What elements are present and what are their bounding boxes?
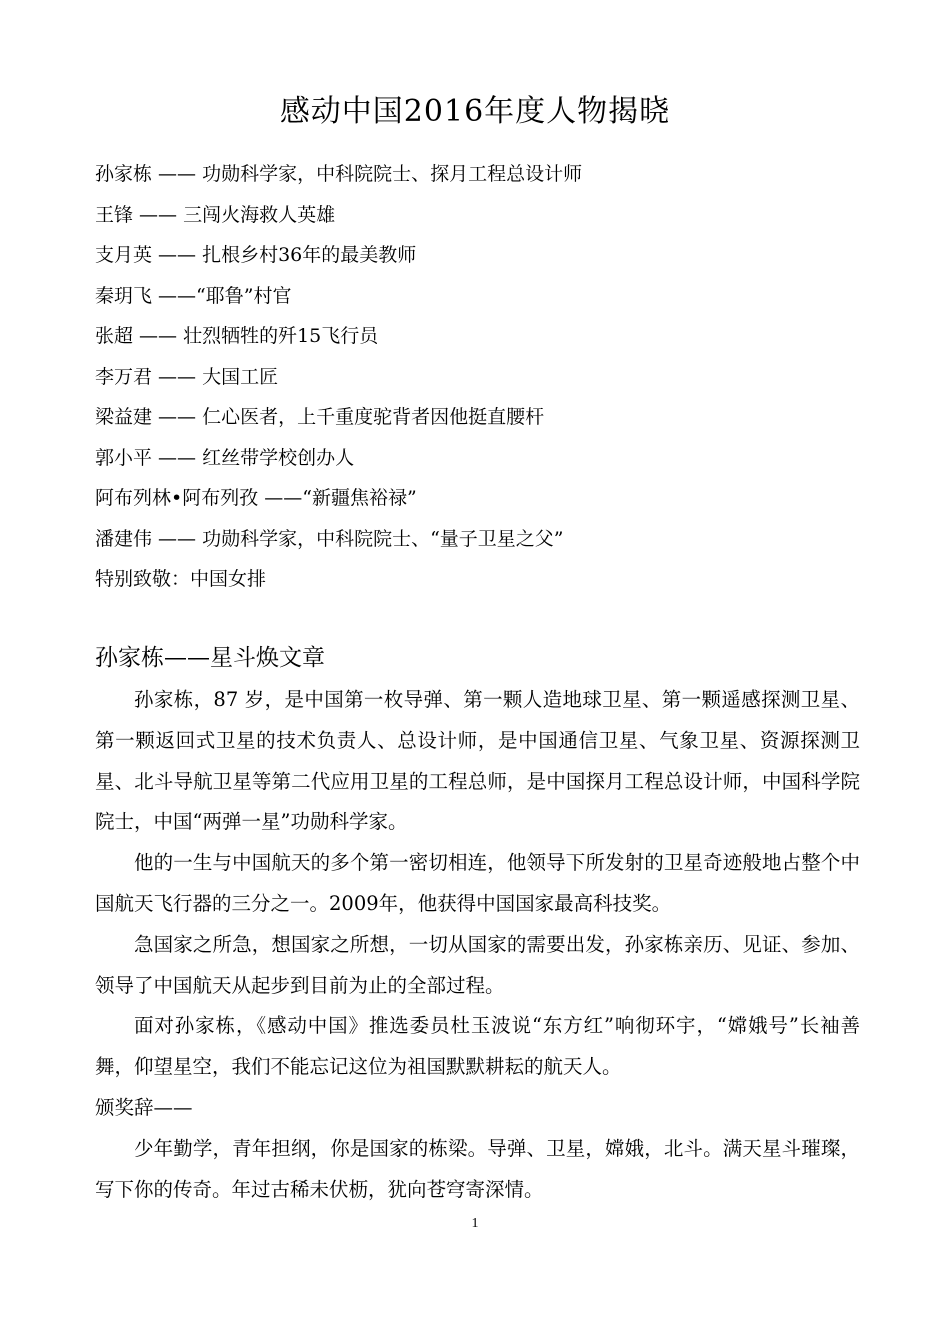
awardee-item: 郭小平 —— 红丝带学校创办人 (95, 446, 355, 469)
page-number: 1 (471, 1216, 479, 1231)
awardee-item: 孙家栋 —— 功勋科学家，中科院院士、探月工程总设计师 (95, 163, 583, 185)
awardee-item: 王锋 —— 三闯火海救人英雄 (95, 203, 336, 226)
awardee-list (95, 156, 875, 602)
body-paragraph: 面对孙家栋，《感动中国》推选委员杜玉波说“东方红”响彻环宇，“嫦娥号”长袖善舞，仰望星空，我们不能忘记这位为祖国默默耕耘的航天人。 (95, 1014, 860, 1079)
section-heading: 孙家栋——星斗焕文章 (95, 645, 325, 671)
awardee-item: 梁益建 —— 仁心医者，上千重度驼背者因他挺直腰杆 (95, 406, 545, 428)
body-paragraph: 孙家栋，87 岁，是中国第一枚导弹、第一颗人造地球卫星、第一颗遥感探测卫星、第一颗返回式卫星的技术负责人、总设计师，是中国通信卫星、气象卫星、资源探测卫星、北斗导航卫星等第二代应用卫星的工程总师，是中国探月工程总设计师，中国科学院院士，中国“两弹一星”功勋科学家。 (95, 688, 860, 834)
body-paragraph: 急国家之所急，想国家之所想，一切从国家的需要出发，孙家栋亲历、见证、参加、领导了中国航天从起步到目前为止的全部过程。 (95, 932, 860, 997)
page-title: 感动中国2016年度人物揭晓 (279, 94, 671, 129)
citation-text: 少年勤学，青年担纲，你是国家的栋梁。导弹、卫星，嫦娥，北斗。满天星斗璀璨，写下你的传奇。年过古稀未伏枥，犹向苍穹寄深情。 (95, 1136, 860, 1201)
awardee-item: 李万君 —— 大国工匠 (95, 365, 279, 388)
awardee-item: 张超 —— 壮烈牺牲的歼15飞行员 (95, 325, 379, 347)
awardee-item: 潘建伟 —— 功勋科学家，中科院院士、“量子卫星之父” (95, 527, 564, 550)
awardee-item: 秦玥飞 ——“耶鲁”村官 (95, 284, 292, 307)
awardee-item: 阿布列林•阿布列孜 ——“新疆焦裕禄” (95, 487, 417, 509)
awardee-item: 支月英 —— 扎根乡村36年的最美教师 (95, 244, 417, 266)
body-paragraph: 他的一生与中国航天的多个第一密切相连，他领导下所发射的卫星奇迹般地占整个中国航天飞行器的三分之一。2009年，他获得中国国家最高科技奖。 (95, 851, 860, 915)
special-tribute: 特别致敬：中国女排 (95, 568, 267, 590)
citation-label: 颁奖辞—— (95, 1095, 193, 1119)
article-body (95, 680, 860, 1210)
